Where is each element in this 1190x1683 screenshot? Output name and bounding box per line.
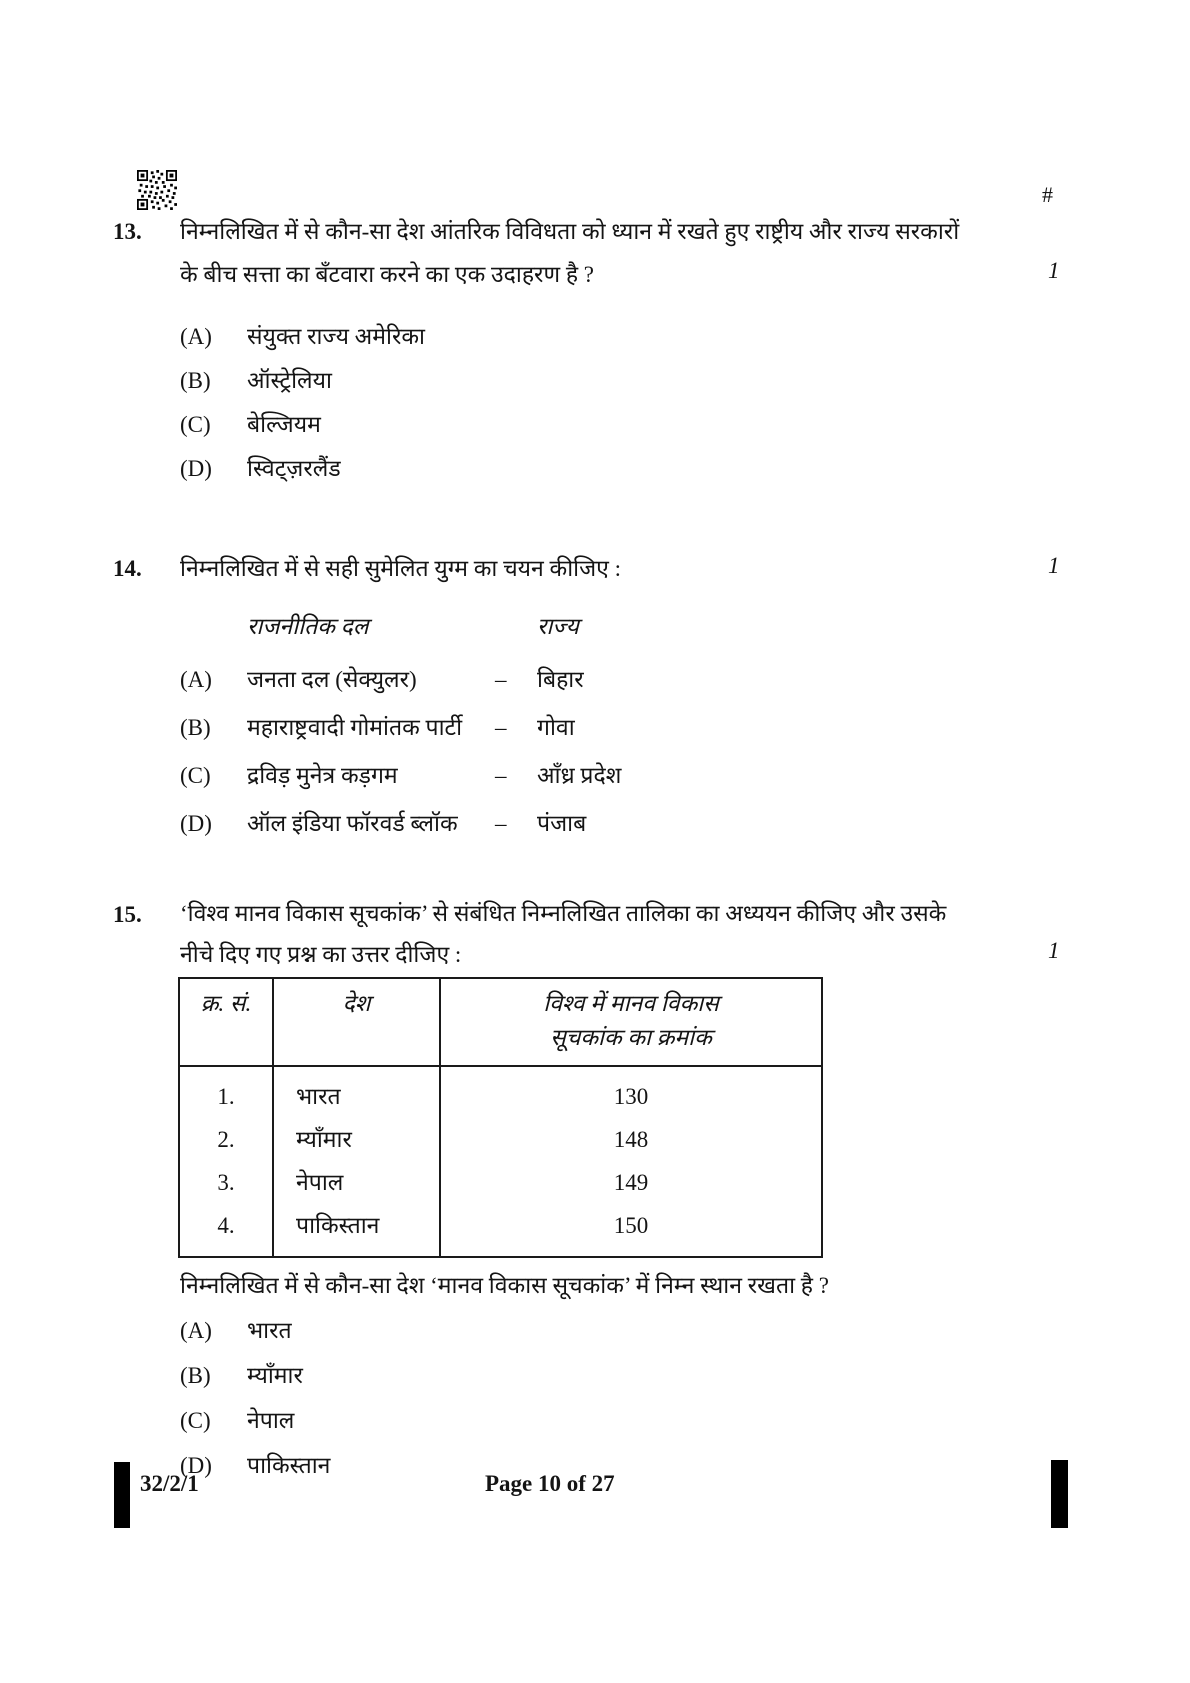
question-14-option-a (113, 665, 1063, 695)
option-label: (B) (180, 368, 211, 393)
question-13-option-d (180, 454, 1063, 484)
hash-symbol: # (1042, 182, 1053, 207)
question-13-option-a (180, 322, 1063, 352)
question-14-number: 14. (113, 556, 142, 581)
header-rank-line2: सूचकांक का क्रमांक (550, 1025, 712, 1050)
option-text: ऑस्ट्रेलिया (247, 368, 332, 393)
question-15-option-c (180, 1406, 1063, 1436)
option-label: (D) (180, 1453, 212, 1478)
option-text: पाकिस्तान (247, 1453, 331, 1478)
cell-sno: 1. (179, 1066, 273, 1118)
state-name: पंजाब (537, 811, 587, 836)
cell-country: पाकिस्तान (273, 1204, 440, 1257)
question-13-option-c (180, 410, 1063, 440)
question-15-text: ‘विश्व मानव विकास सूचकांक’ से संबंधित निम्नलिखित तालिका का अध्ययन कीजिए और उसके नीचे दिए गए प्रश्न का उत्तर दीजिए : (180, 901, 947, 967)
option-text: भारत (247, 1318, 292, 1343)
header-country: देश (273, 978, 440, 1066)
question-15-option-b (180, 1361, 1063, 1391)
option-label: (A) (180, 667, 212, 692)
marks-q14: 1 (1048, 553, 1060, 578)
state-name: गोवा (537, 715, 575, 740)
page-number-label: Page 10 of 27 (485, 1471, 615, 1496)
cell-sno: 3. (179, 1161, 273, 1204)
cell-rank: 148 (613, 1127, 649, 1152)
dash: – (495, 667, 507, 692)
table-row (179, 1118, 822, 1161)
header-rank-line1: विश्व में मानव विकास (543, 991, 719, 1016)
option-label: (D) (180, 811, 212, 836)
question-14-option-b (113, 713, 1063, 743)
option-label: (A) (180, 1318, 212, 1343)
option-label: (C) (180, 412, 211, 437)
option-text: म्याँमार (247, 1363, 303, 1388)
option-text: स्विट्ज़रलैंड (247, 456, 341, 481)
cell-country: भारत (273, 1066, 440, 1118)
option-label: (B) (180, 1363, 211, 1388)
table-row (179, 1204, 822, 1257)
question-15 (113, 893, 1063, 1496)
option-label: (B) (180, 715, 211, 740)
cell-country: म्याँमार (273, 1118, 440, 1161)
option-text: नेपाल (247, 1408, 295, 1433)
state-name: बिहार (537, 667, 584, 692)
dash: – (495, 811, 507, 836)
table-row (179, 1161, 822, 1204)
table-header-row (179, 978, 822, 1066)
party-name: जनता दल (सेक्युलर) (247, 667, 417, 692)
question-14-text: निम्नलिखित में से सही सुमेलित युग्म का चयन कीजिए : (180, 556, 622, 581)
party-name: ऑल इंडिया फॉरवर्ड ब्लॉक (247, 811, 458, 836)
cell-rank: 130 (613, 1084, 649, 1109)
option-text: संयुक्त राज्य अमेरिका (247, 324, 425, 349)
cell-rank: 149 (613, 1170, 649, 1195)
option-text: बेल्जियम (247, 412, 321, 437)
party-name: महाराष्ट्रवादी गोमांतक पार्टी (247, 715, 463, 740)
option-label: (C) (180, 763, 211, 788)
question-13 (113, 210, 1063, 498)
option-label: (D) (180, 456, 212, 481)
registration-bar-right (1051, 1460, 1068, 1528)
qr-code-icon (137, 170, 177, 210)
paper-code: 32/2/1 (140, 1471, 199, 1496)
question-15-option-a (180, 1316, 1063, 1346)
question-13-option-b (180, 366, 1063, 396)
marks-q13: 1 (1048, 258, 1060, 283)
cell-country: नेपाल (273, 1161, 440, 1204)
header-rank (440, 978, 822, 1066)
match-header-party: राजनीतिक दल (247, 614, 369, 639)
match-header-state: राज्य (537, 614, 579, 639)
option-label: (C) (180, 1408, 211, 1433)
question-15-number: 15. (113, 902, 142, 927)
table-row (179, 1066, 822, 1118)
question-15-sub-question: निम्नलिखित में से कौन-सा देश ‘मानव विकास सूचकांक’ में निम्न स्थान रखता है ? (180, 1273, 829, 1298)
state-name: आँध्र प्रदेश (537, 763, 622, 788)
cell-rank: 150 (613, 1213, 649, 1238)
question-13-text: निम्नलिखित में से कौन-सा देश आंतरिक विविधता को ध्यान में रखते हुए राष्ट्रीय और राज्य सरकारों के बीच सत्ता का बँटवारा करने का एक उदाहरण है ? (180, 219, 960, 287)
cell-sno: 2. (179, 1118, 273, 1161)
party-name: द्रविड़ मुनेत्र कड़गम (247, 763, 398, 788)
question-14 (113, 547, 1063, 857)
question-14-option-c (113, 761, 1063, 791)
question-14-option-d (113, 809, 1063, 839)
match-column-headers (247, 612, 1063, 642)
dash: – (495, 763, 507, 788)
option-label: (A) (180, 324, 212, 349)
header-sno: क्र. सं. (179, 978, 273, 1066)
marks-q15: 1 (1048, 938, 1060, 963)
registration-bar-left (114, 1462, 130, 1528)
hdi-rank-table (178, 977, 823, 1258)
question-13-number: 13. (113, 219, 142, 244)
question-15-option-d (180, 1451, 1063, 1481)
dash: – (495, 715, 507, 740)
cell-sno: 4. (179, 1204, 273, 1257)
